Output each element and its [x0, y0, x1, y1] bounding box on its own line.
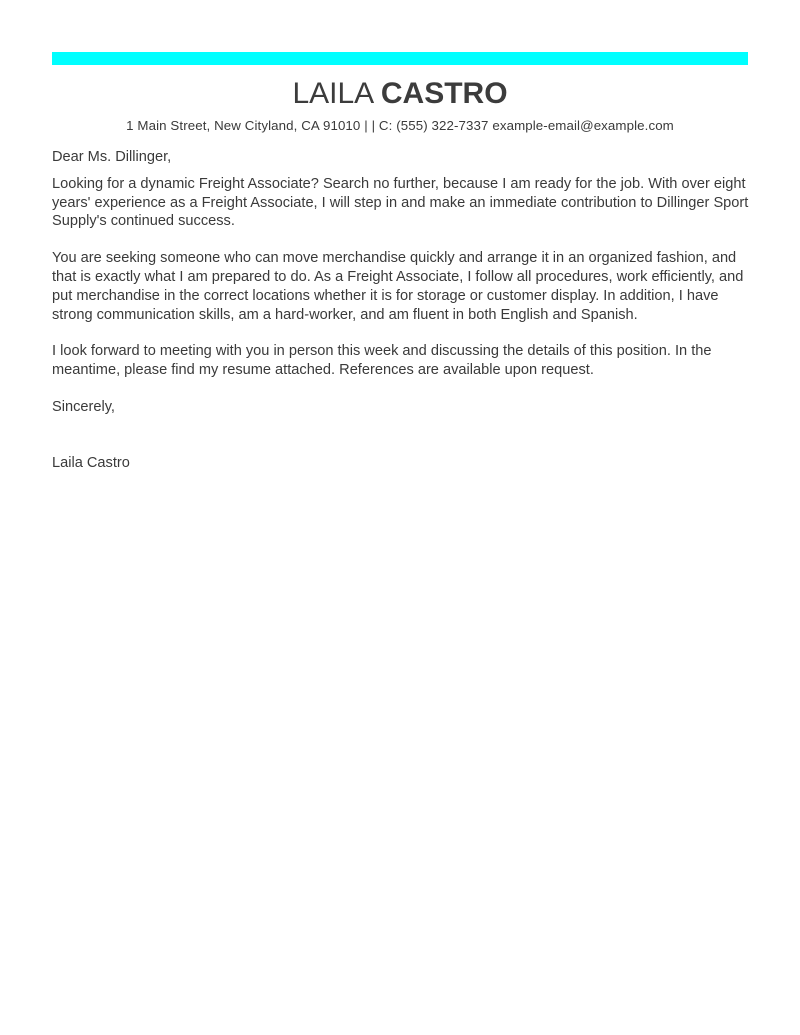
text-line: years' experience as a Freight Associate, I will step in and make an immediate contribution to Dillinger Sport — [52, 194, 749, 211]
text-line: meantime, please find my resume attached. References are available upon request. — [52, 362, 594, 379]
text-line: put merchandise in the correct locations whether it is for storage or customer display. In addition, I have — [52, 287, 719, 304]
last-name: CASTRO — [380, 77, 508, 110]
first-name: LAILA — [292, 77, 373, 110]
signature: Laila Castro — [52, 454, 130, 471]
paragraph-1 — [52, 175, 752, 231]
text-line: I look forward to meeting with you in person this week and discussing the details of this position. In the — [52, 343, 712, 360]
text-line: Looking for a dynamic Freight Associate? Search no further, because I am ready for the job. With over eight — [52, 175, 746, 192]
text-line: You are seeking someone who can move merchandise quickly and arrange it in an organized fashion, and — [52, 250, 737, 267]
contact-info: 1 Main Street, New Cityland, CA 91010 | | C: (555) 322-7337 example-email@example.com — [126, 118, 674, 133]
text-line: strong communication skills, am a hard-worker, and am fluent in both English and Spanish. — [52, 306, 638, 323]
text-line: Supply's continued success. — [52, 213, 235, 230]
letter-body — [52, 148, 752, 473]
closing: Sincerely, — [52, 398, 115, 415]
paragraph-2 — [52, 249, 752, 324]
text-line: that is exactly what I am prepared to do. As a Freight Associate, I follow all procedures, work efficiently, and — [52, 268, 744, 285]
paragraph-3 — [52, 342, 752, 380]
applicant-name — [0, 76, 800, 112]
salutation: Dear Ms. Dillinger, — [52, 149, 172, 165]
accent-bar — [52, 52, 748, 65]
